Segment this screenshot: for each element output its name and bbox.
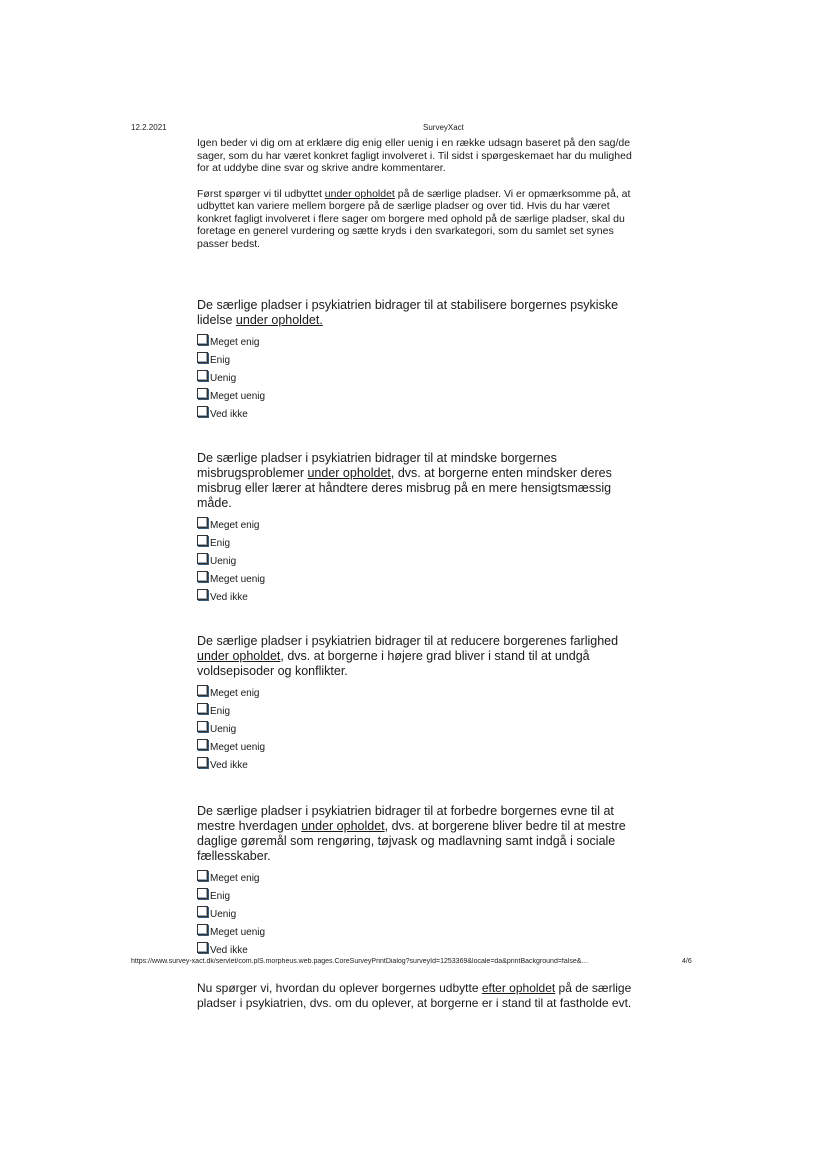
answer-option-label: Uenig [210, 909, 237, 920]
question-text [197, 298, 637, 328]
answer-option[interactable] [197, 736, 637, 754]
outro-paragraph [197, 981, 637, 1011]
question-text-part: , dvs. at borgerne i højere grad bliver i stand til at undgå voldsepisoder og konflikter. [197, 649, 590, 678]
answer-option-label: Uenig [210, 724, 237, 735]
answer-option-label: Meget uenig [210, 574, 266, 585]
answer-option-label: Ved ikke [210, 592, 248, 603]
checkbox-icon[interactable] [197, 553, 208, 564]
answer-option[interactable] [197, 550, 637, 568]
checkbox-icon[interactable] [197, 535, 208, 546]
answer-options [197, 514, 637, 604]
answer-option-label: Uenig [210, 556, 237, 567]
answer-option[interactable] [197, 514, 637, 532]
checkbox-icon[interactable] [197, 757, 208, 768]
answer-option[interactable] [197, 385, 637, 403]
question-text [197, 634, 637, 679]
print-date: 12.2.2021 [131, 123, 167, 132]
answer-option[interactable] [197, 921, 637, 939]
answer-option[interactable] [197, 903, 637, 921]
question-block [197, 804, 637, 957]
intro-paragraph-2 [197, 188, 637, 251]
answer-option-label: Meget enig [210, 688, 260, 699]
intro-text: Først spørger vi til udbyttet [197, 187, 325, 200]
checkbox-icon[interactable] [197, 352, 208, 363]
answer-option[interactable] [197, 568, 637, 586]
question-text-part: , dvs. at borgerene bliver bedre til at mestre daglige gøremål som rengøring, tøjvask og madlavning samt indgå i sociale fællesskaber. [197, 819, 626, 863]
answer-option[interactable] [197, 403, 637, 421]
answer-option[interactable] [197, 331, 637, 349]
checkbox-icon[interactable] [197, 571, 208, 582]
checkbox-icon[interactable] [197, 942, 208, 953]
outro-emphasis: efter opholdet [481, 981, 556, 995]
answer-option-label: Meget uenig [210, 391, 266, 402]
answer-option[interactable] [197, 586, 637, 604]
answer-option-label: Meget uenig [210, 742, 266, 753]
answer-option[interactable] [197, 885, 637, 903]
checkbox-icon[interactable] [197, 870, 208, 881]
answer-option-label: Ved ikke [210, 409, 248, 420]
question-block [197, 451, 637, 604]
answer-option-label: Enig [210, 355, 231, 366]
question-emphasis: under opholdet [301, 819, 385, 833]
question-text-part: De særlige pladser i psykiatrien bidrager til at reducere borgerenes farlighed [197, 634, 619, 648]
answer-option-label: Meget enig [210, 873, 260, 884]
checkbox-icon[interactable] [197, 517, 208, 528]
answer-option[interactable] [197, 700, 637, 718]
answer-option-label: Uenig [210, 373, 237, 384]
question-text-part: De særlige pladser i psykiatrien bidrager til at stabilisere borgernes psykiske lidelse [197, 298, 619, 327]
checkbox-icon[interactable] [197, 739, 208, 750]
answer-options [197, 682, 637, 772]
answer-options [197, 331, 637, 421]
checkbox-icon[interactable] [197, 370, 208, 381]
answer-option-label: Enig [210, 891, 231, 902]
answer-option-label: Enig [210, 706, 231, 717]
question-text [197, 451, 637, 511]
outro-text: Nu spørger vi, hvordan du oplever borgernes udbytte [197, 981, 482, 995]
checkbox-icon[interactable] [197, 888, 208, 899]
answer-option[interactable] [197, 349, 637, 367]
question-text-part: , dvs. at borgerne enten mindsker deres misbrug eller lærer at håndtere deres misbrug på en mere hensigtsmæssig måde. [197, 466, 612, 510]
answer-options [197, 867, 637, 957]
question-emphasis: under opholdet. [235, 313, 323, 327]
print-title: SurveyXact [423, 123, 464, 132]
answer-option-label: Ved ikke [210, 945, 248, 956]
answer-option-label: Meget enig [210, 520, 260, 531]
question-block [197, 634, 637, 772]
answer-option[interactable] [197, 754, 637, 772]
checkbox-icon[interactable] [197, 924, 208, 935]
page-number: 4/6 [682, 958, 692, 965]
question-text-part: De særlige pladser i psykiatrien bidrager til at mindske borgernes misbrugsproblemer [197, 451, 557, 480]
survey-page-content [197, 137, 637, 1011]
answer-option-label: Meget enig [210, 337, 260, 348]
question-text [197, 804, 637, 864]
checkbox-icon[interactable] [197, 703, 208, 714]
checkbox-icon[interactable] [197, 721, 208, 732]
checkbox-icon[interactable] [197, 906, 208, 917]
answer-option[interactable] [197, 532, 637, 550]
answer-option-label: Meget uenig [210, 927, 266, 938]
checkbox-icon[interactable] [197, 685, 208, 696]
intro-paragraph-1: Igen beder vi dig om at erklære dig enig eller uenig i en række udsagn baseret på den sag/de sager, som du har været konkret fagligt involveret i. Til sidst i spørgeskemaet har du mulighed for at uddybe dine svar og skrive andre kommentarer. [197, 137, 632, 174]
answer-option[interactable] [197, 367, 637, 385]
checkbox-icon[interactable] [197, 388, 208, 399]
question-emphasis: under opholdet [307, 466, 391, 480]
checkbox-icon[interactable] [197, 334, 208, 345]
question-emphasis: under opholdet [197, 649, 281, 663]
print-url: https://www.survey-xact.dk/servlet/com.plS.morpheus.web.pages.CoreSurveyPrintDialog?surveyId=1253369&locale=da&printBackground=false&… [131, 958, 589, 965]
answer-option[interactable] [197, 939, 637, 957]
answer-option[interactable] [197, 682, 637, 700]
checkbox-icon[interactable] [197, 406, 208, 417]
answer-option[interactable] [197, 718, 637, 736]
answer-option-label: Ved ikke [210, 760, 248, 771]
intro-emphasis: under opholdet [324, 187, 395, 200]
question-list [197, 298, 637, 957]
question-block [197, 298, 637, 421]
outro-text: på de særlige pladser i psykiatrien, dvs. om du oplever, at borgerne er i stand til at fastholde evt. [197, 981, 632, 1010]
question-text-part: De særlige pladser i psykiatrien bidrager til at forbedre borgernes evne til at mestre hverdagen [197, 804, 614, 833]
answer-option[interactable] [197, 867, 637, 885]
answer-option-label: Enig [210, 538, 231, 549]
intro-text: på de særlige pladser. Vi er opmærksomme på, at udbyttet kan variere mellem borgere på de særlige pladser og over tid. Hvis du har været konkret fagligt involveret i flere sager om borgere med ophold på de særlige pladser, skal du foretage en generel vurdering og sætte kryds i den svarkategori, som du samlet set synes passer bedst. [197, 187, 631, 250]
checkbox-icon[interactable] [197, 589, 208, 600]
